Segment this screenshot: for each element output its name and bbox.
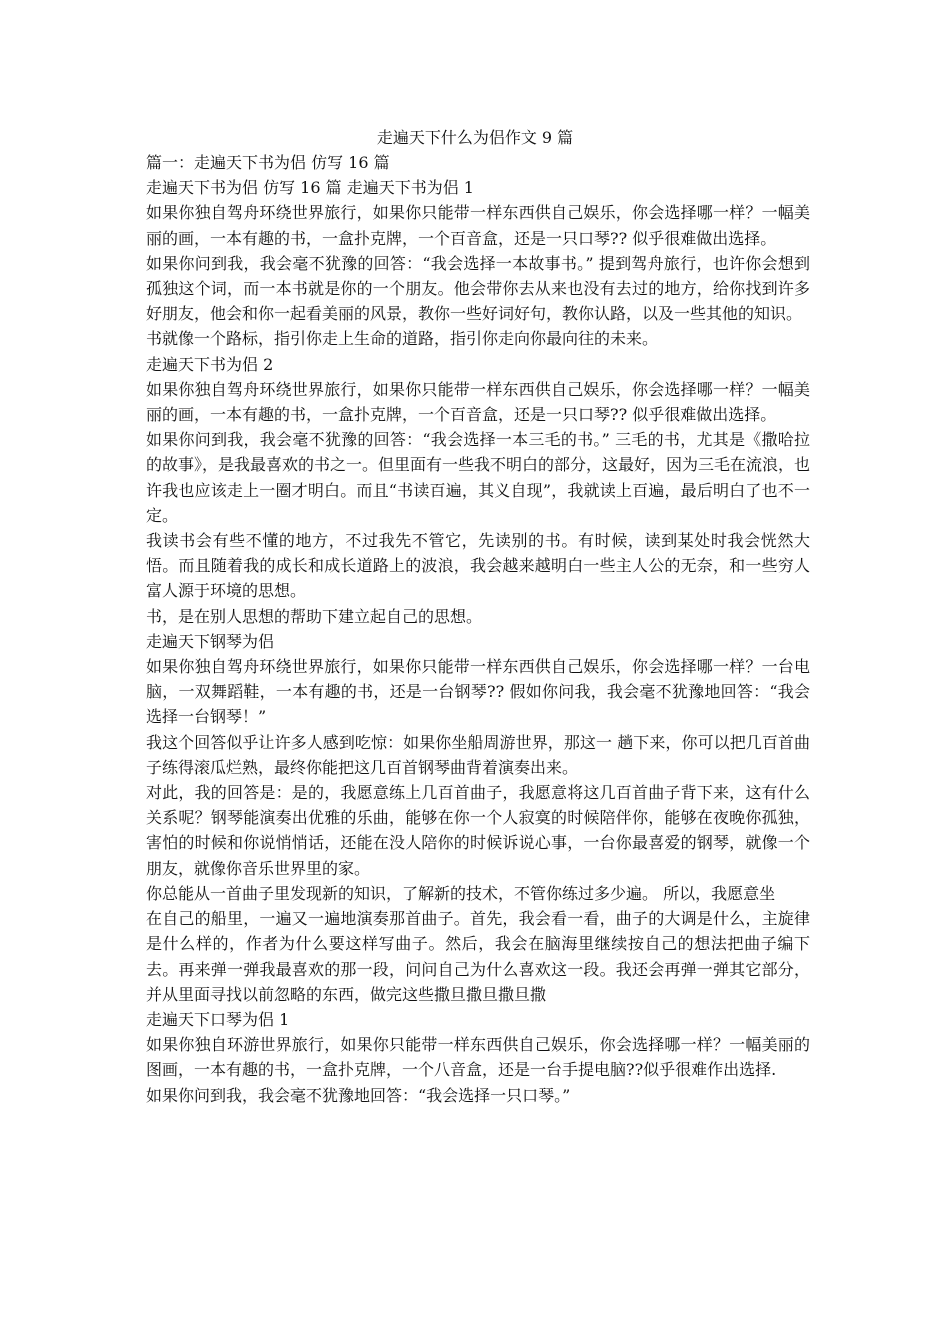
paragraph: 我这个回答似乎让许多人感到吃惊：如果你坐船周游世界，那这一 趟下来，你可以把几百首曲子练得滚瓜烂熟，最终你能把这几百首钢琴曲背着演奏出来。 bbox=[146, 732, 810, 777]
paragraph: 书，是在别人思想的帮助下建立起自己的思想。 bbox=[146, 606, 483, 626]
paragraph: 如果你问到我，我会毫不犹豫的回答：“我会选择一本三毛的书。” 三毛的书，尤其是《撒哈拉的故事》，是我最喜欢的书之一。但里面有一些我不明白的部分，这最好，因为三毛在流浪，也许我也应该走上一圈才明白。而且“书读百遍，其义自现”，我就读上百遍，最后明白了也不一定。 bbox=[146, 430, 811, 525]
paragraph: 如果你独自驾舟环绕世界旅行，如果你只能带一样东西供自己娱乐，你会选择哪一样？一幅美丽的画，一本有趣的书，一盒扑克牌，一个百音盒，还是一只口琴?? 似乎很难做出选择。 bbox=[146, 379, 810, 425]
document-title: 走遍天下什么为侣作文 9 篇 bbox=[376, 128, 574, 147]
paragraph: 如果你问到我，我会毫不犹豫的回答：“我会选择一本故事书。” 提到驾舟旅行，也许你会想到孤独这个词，而一本书就是你的一个朋友。他会带你去从来也没有去过的地方，给你找到许多好朋友，他会和你一起看美丽的风景，教你一些好词好句，教你认路，以及一些其他的知识。 bbox=[146, 253, 810, 324]
document-body bbox=[146, 150, 810, 1108]
paragraph: 我读书会有些不懂的地方，不过我先不管它，先读别的书。有时候，读到某处时我会恍然大悟。而且随着我的成长和成长道路上的波浪，我会越来越明白一些主人公的无奈，和一些穷人富人源于环境的思想。 bbox=[146, 531, 810, 601]
paragraph: 如果你独自环游世界旅行，如果你只能带一样东西供自己娱乐，你会选择哪一样？一幅美丽的图画，一本有趣的书，一盒扑克牌，一个八音盒，还是一台手提电脑??似乎很难作出选择. bbox=[146, 1035, 810, 1080]
paragraph: 对此，我的回答是：是的，我愿意练上几百首曲子，我愿意将这几百首曲子背下来，这有什么关系呢？钢琴能演奏出优雅的乐曲，能够在你一个人寂寞的时候陪伴你，能够在夜晚你孤独， 害怕的时候和你说悄悄话，还能在没人陪你的时候诉说心事，一台你最喜爱的钢琴，就像一个朋友，就像你音乐世界里的家。 bbox=[146, 783, 810, 878]
paragraph: 如果你独自驾舟环绕世界旅行，如果你只能带一样东西供自己娱乐，你会选择哪一样？一幅美丽的画，一本有趣的书，一盒扑克牌，一个百音盒，还是一只口琴?? 似乎很难做出选择。 bbox=[146, 203, 810, 248]
paragraph: 走遍天下书为侣 2 bbox=[146, 354, 274, 374]
paragraph: 走遍天下书为侣 仿写 16 篇 走遍天下书为侣 1 bbox=[146, 178, 474, 198]
paragraph: 如果你问到我，我会毫不犹豫地回答：“我会选择一只口琴。” bbox=[146, 1085, 571, 1105]
paragraph: 走遍天下钢琴为侣 bbox=[146, 631, 275, 651]
paragraph: 你总能从一首曲子里发现新的知识，了解新的技术，不管你练过多少遍。 所以，我愿意坐 bbox=[146, 883, 776, 903]
paragraph: 篇一：走遍天下书为侣 仿写 16 篇 bbox=[146, 153, 390, 172]
paragraph: 如果你独自驾舟环绕世界旅行，如果你只能带一样东西供自己娱乐，你会选择哪一样？一台电脑，一双舞蹈鞋，一本有趣的书，还是一台钢琴?? 假如你问我，我会毫不犹豫地回答：“我会选择一台钢琴！” bbox=[146, 657, 810, 727]
paragraph: 在自己的船里，一遍又一遍地演奏那首曲子。首先，我会看一看，曲子的大调是什么，主旋律是什么样的，作者为什么要这样写曲子。然后，我会在脑海里继续按自己的想法把曲子编下去。再来弹一弹我最喜欢的那一段，问问自己为什么喜欢这一段。我还会再弹一弹其它部分，并从里面寻找以前忽略的东西，做完这些撒旦撒旦撒旦撒 bbox=[146, 909, 810, 1004]
paragraph: 书就像一个路标，指引你走上生命的道路，指引你走向你最向往的未来。 bbox=[146, 329, 659, 349]
paragraph: 走遍天下口琴为侣 1 bbox=[146, 1009, 290, 1029]
